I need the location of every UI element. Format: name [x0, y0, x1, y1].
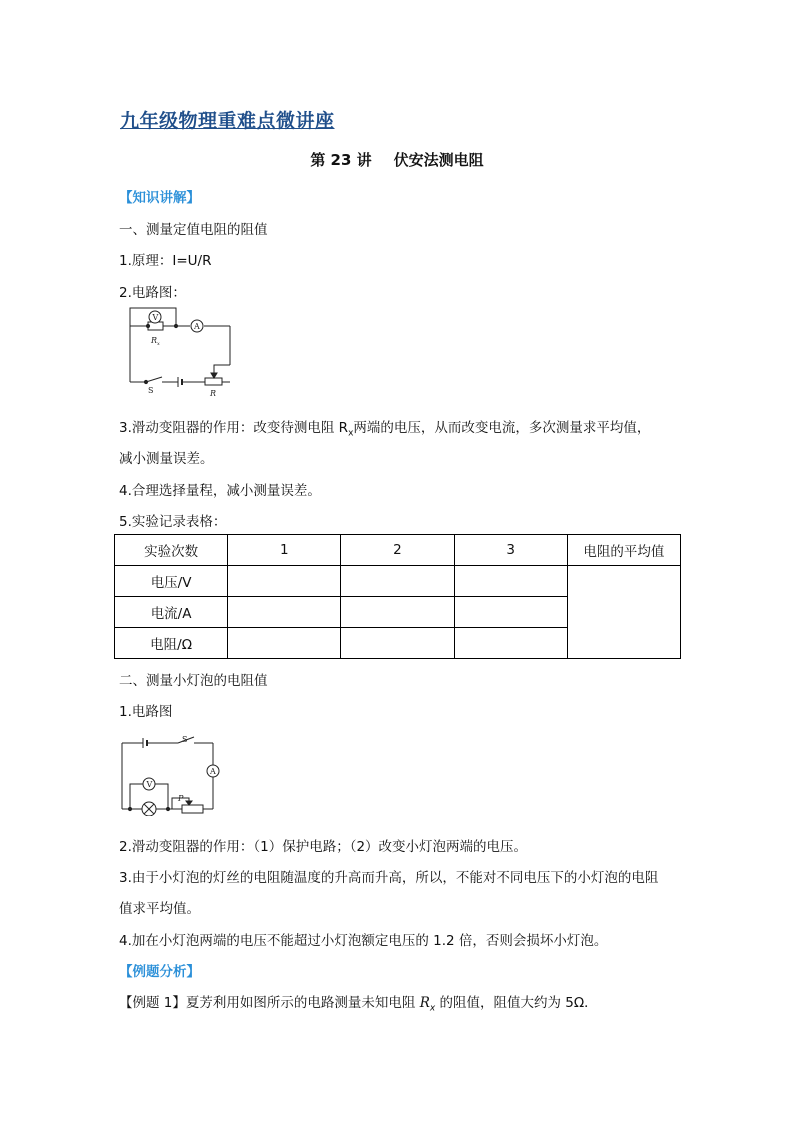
circuit-diagram-fixed-resistor: [118, 306, 238, 398]
rheostat-role-line: 3.滑动变阻器的作用：改变待测电阻 $R_x$两端的电压，从而改变电流，多次测量求平均值，: [119, 420, 651, 439]
rheostat: [182, 805, 203, 813]
switch-label: S: [182, 735, 188, 744]
series-title: 九年级物理重难点微讲座: [120, 110, 335, 132]
slider-label: P: [178, 794, 184, 803]
average-cell: [567, 566, 680, 659]
ammeter-label: A: [210, 767, 216, 776]
row-label: 电流/A: [115, 597, 228, 628]
table-header-cell: 1: [228, 535, 341, 566]
table-label: 5.实验记录表格：: [119, 514, 227, 530]
lecture-topic: 伏安法测电阻: [393, 151, 484, 169]
section-knowledge: 【知识讲解】: [119, 190, 200, 206]
resistor-label: R: [151, 336, 158, 345]
temperature-note: 3.由于小灯泡的灯丝的电阻随温度的升高而升高，所以，不能对不同电压下的小灯泡的电阻: [119, 870, 659, 886]
circuit1-label: 2.电路图：: [119, 285, 186, 301]
row-label: 电阻/Ω: [115, 628, 228, 659]
part1-heading: 一、测量定值电阻的阻值: [119, 222, 268, 238]
rheostat: [205, 378, 222, 385]
example-1: 【例题 1】夏芳利用如图所示的电路测量未知电阻 $R_x$ 的阻值，阻值大约为 5Ω．: [119, 995, 598, 1014]
rheostat-label: R: [210, 389, 217, 398]
record-table: [114, 534, 681, 659]
table-row: [115, 566, 681, 597]
voltage-note: 4.加在小灯泡两端的电压不能超过小灯泡额定电压的 1.2 倍，否则会损坏小灯泡。: [119, 933, 608, 949]
table-header-cell: 3: [454, 535, 567, 566]
table-cell: [228, 566, 341, 597]
table-cell: [341, 566, 454, 597]
table-cell: [228, 628, 341, 659]
part2-heading: 二、测量小灯泡的电阻值: [119, 673, 268, 689]
section-example: 【例题分析】: [119, 964, 200, 980]
table-cell: [341, 597, 454, 628]
voltmeter-label: V: [146, 780, 153, 789]
row-label: 电压/V: [115, 566, 228, 597]
table-header-cell: 2: [341, 535, 454, 566]
lecture-number: 第 23 讲: [310, 151, 372, 169]
svg-text:x: x: [157, 341, 160, 347]
principle-line: 1.原理：I=U/R: [119, 253, 212, 269]
circuit2-label: 1.电路图: [119, 704, 173, 720]
table-cell: [228, 597, 341, 628]
switch-label: S: [148, 386, 154, 395]
table-cell: [454, 628, 567, 659]
range-note: 4.合理选择量程，减小测量误差。: [119, 483, 321, 499]
voltmeter-label: V: [152, 313, 159, 322]
ammeter-label: A: [194, 322, 200, 331]
table-cell: [454, 597, 567, 628]
rheostat-role-line-2: 减小测量误差。: [119, 451, 214, 467]
table-header-row: [115, 535, 681, 566]
temperature-note-2: 值求平均值。: [119, 901, 200, 917]
example-tag: 【例题 1】: [119, 995, 186, 1011]
table-header-cell: 实验次数: [115, 535, 228, 566]
table-header-cell: 电阻的平均值: [567, 535, 680, 566]
table-cell: [454, 566, 567, 597]
table-cell: [341, 628, 454, 659]
rheostat-role-lamp: 2.滑动变阻器的作用：（1）保护电路；（2）改变小灯泡两端的电压。: [119, 839, 528, 855]
lecture-title: [0, 149, 794, 170]
circuit-diagram-lamp: [118, 734, 238, 816]
